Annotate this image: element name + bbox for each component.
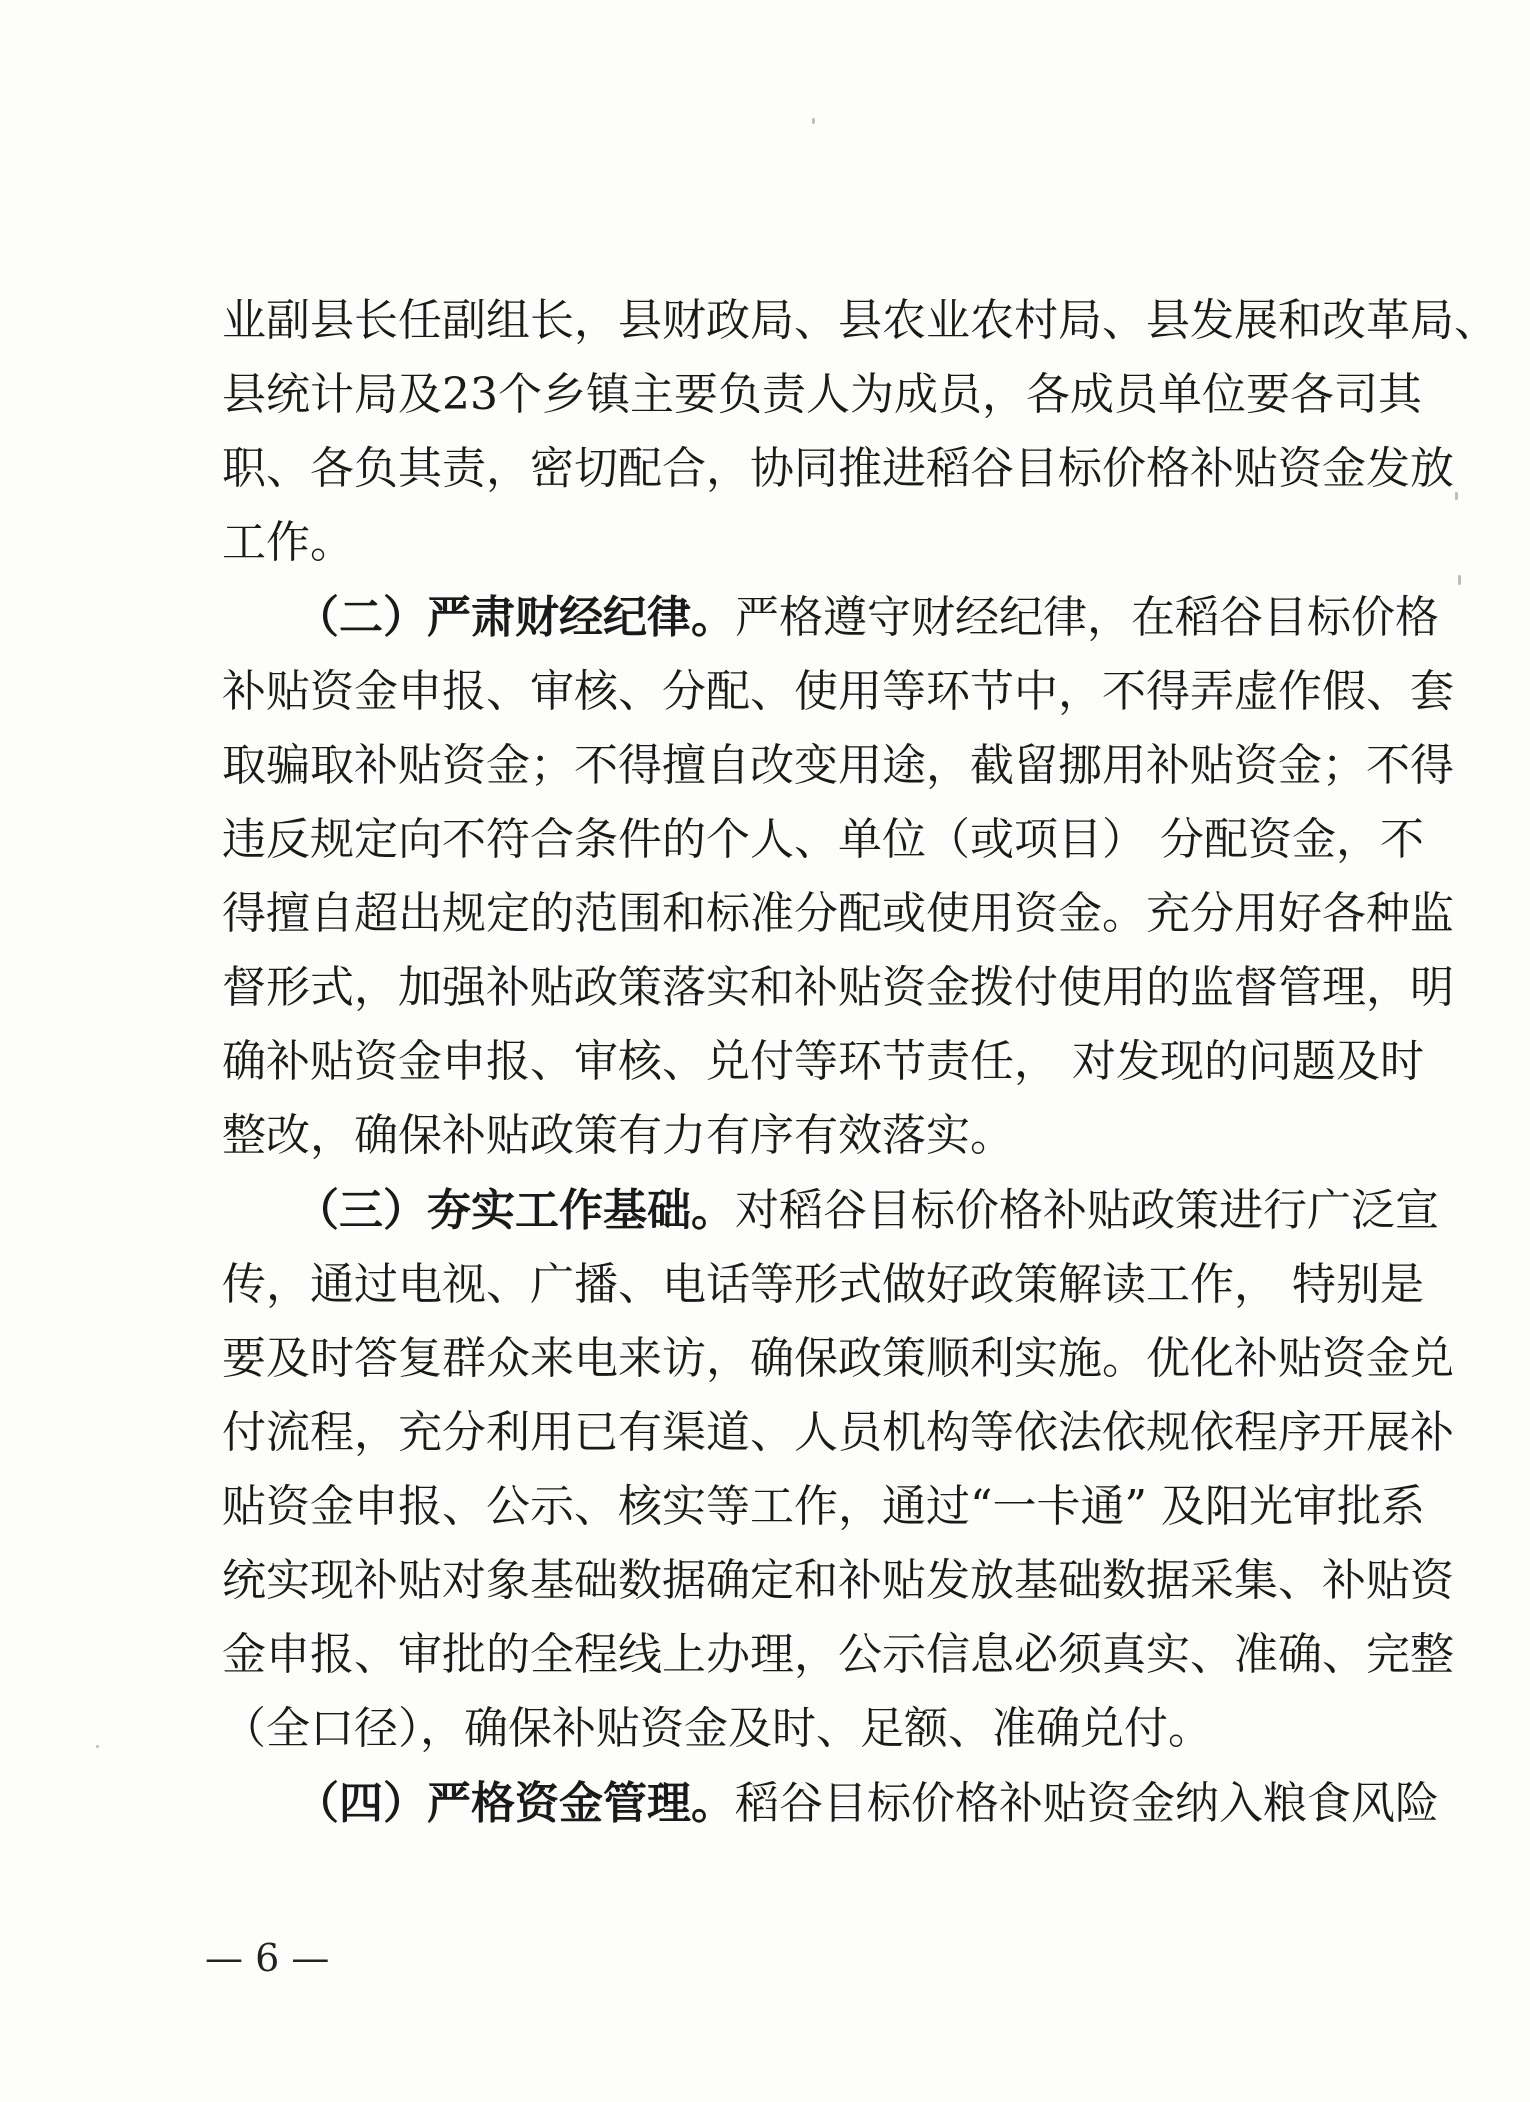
body-line: 贴资金申报、公示、核实等工作，通过“一卡通” 及阳光审批系 <box>222 1481 1425 1532</box>
paragraph-first-line <box>295 1172 1439 1250</box>
body-line: 补贴资金申报、审核、分配、使用等环节中，不得弄虚作假、套 <box>222 666 1454 717</box>
body-line: 整改，确保补贴政策有力有序有效落实。 <box>222 1110 1014 1161</box>
body-line: 违反规定向不符合条件的个人、单位（或项目） 分配资金，不 <box>222 814 1424 865</box>
section-heading: （四）严格资金管理。 <box>295 1778 735 1829</box>
scan-speck <box>1458 575 1461 585</box>
body-text: 严格遵守财经纪律，在稻谷目标价格 <box>735 592 1439 643</box>
paragraph-first-line <box>295 1765 1439 1843</box>
body-line: 传，通过电视、广播、电话等形式做好政策解读工作， 特别是 <box>222 1259 1424 1310</box>
section-heading: （二）严肃财经纪律。 <box>295 592 735 643</box>
body-line: 取骗取补贴资金；不得擅自改变用途，截留挪用补贴资金；不得 <box>222 740 1454 791</box>
body-line: 督形式，加强补贴政策落实和补贴资金拨付使用的监督管理，明 <box>222 962 1454 1013</box>
body-line: 县统计局及23个乡镇主要负责人为成员，各成员单位要各司其 <box>222 369 1422 420</box>
body-line: 职、各负其责，密切配合，协同推进稻谷目标价格补贴资金发放 <box>222 443 1454 494</box>
body-line: 金申报、审批的全程线上办理，公示信息必须真实、准确、完整 <box>222 1629 1454 1680</box>
body-line: 确补贴资金申报、审核、兑付等环节责任， 对发现的问题及时 <box>222 1036 1424 1087</box>
scan-speck <box>1455 492 1458 500</box>
scan-speck <box>96 1745 99 1748</box>
body-text: 对稻谷目标价格补贴政策进行广泛宣 <box>735 1185 1439 1236</box>
body-line: 业副县长任副组长，县财政局、县农业农村局、县发展和改革局、 <box>222 295 1498 346</box>
body-line: 统实现补贴对象基础数据确定和补贴发放基础数据采集、补贴资 <box>222 1555 1454 1606</box>
body-line: 工作。 <box>222 517 354 568</box>
scan-speck <box>812 118 815 124</box>
body-line: 要及时答复群众来电来访，确保政策顺利实施。优化补贴资金兑 <box>222 1333 1454 1384</box>
page-number: — 6 — <box>205 1936 330 1980</box>
body-line: （全口径），确保补贴资金及时、足额、准确兑付。 <box>222 1703 1212 1754</box>
section-heading: （三）夯实工作基础。 <box>295 1185 735 1236</box>
body-line: 得擅自超出规定的范围和标准分配或使用资金。充分用好各种监 <box>222 888 1454 939</box>
paragraph-first-line <box>295 579 1439 657</box>
body-line: 付流程，充分利用已有渠道、人员机构等依法依规依程序开展补 <box>222 1407 1454 1458</box>
body-text: 稻谷目标价格补贴资金纳入粮食风险 <box>735 1778 1439 1829</box>
